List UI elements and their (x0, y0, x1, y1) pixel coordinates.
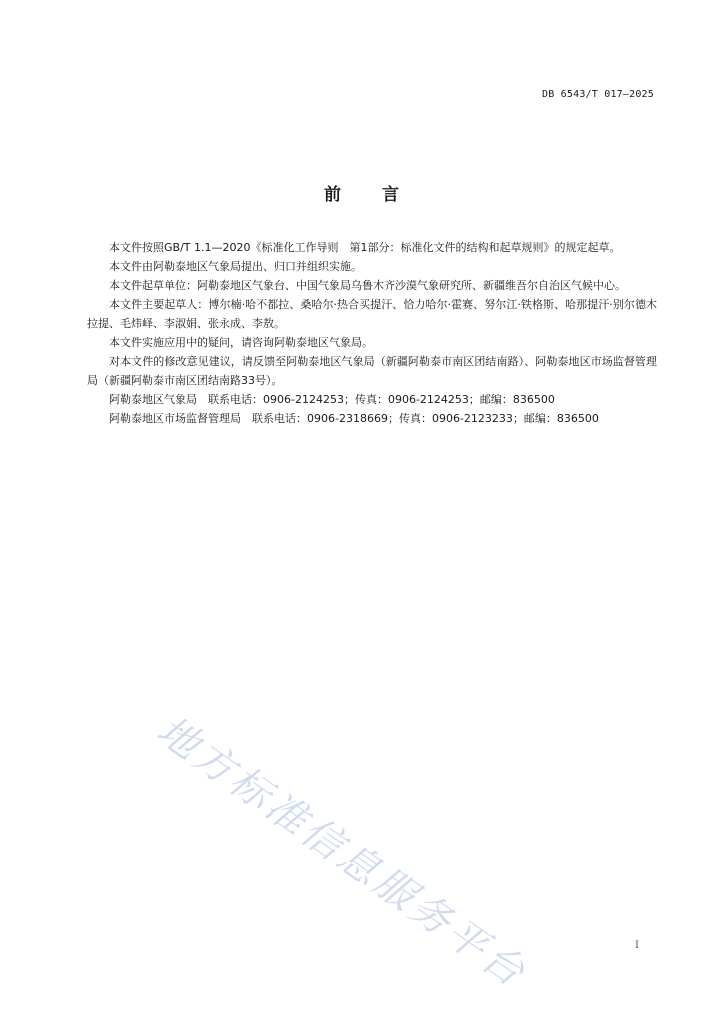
contact-line: 阿勒泰地区市场监督管理局 联系电话：0906-2318669；传真：0906-2123233；邮编：836500 (109, 412, 599, 425)
document-code: DB 6543/T 017—2025 (542, 89, 654, 100)
title-char-2: 言 (382, 185, 400, 205)
paragraph: 对本文件的修改意见建议，请反馈至阿勒泰地区气象局（新疆阿勒泰市南区团结南路）、阿勒泰地区市场监督管理局（新疆阿勒泰市南区团结南路33号）。 (87, 355, 657, 387)
title-char-1: 前 (324, 185, 342, 205)
paragraph: 本文件由阿勒泰地区气象局提出、归口并组织实施。 (109, 260, 362, 273)
paragraph: 本文件实施应用中的疑问，请咨询阿勒泰地区气象局。 (109, 336, 373, 349)
watermark: 地方标准信息服务平台 (148, 707, 536, 998)
paragraph: 本文件起草单位：阿勒泰地区气象台、中国气象局乌鲁木齐沙漠气象研究所、新疆维吾尔自治区气候中心。 (109, 279, 626, 292)
paragraph: 本文件按照GB/T 1.1—2020《标准化工作导则 第1部分：标准化文件的结构和起草规则》的规定起草。 (109, 241, 621, 254)
page-number: I (635, 940, 639, 951)
foreword-body (87, 238, 657, 428)
page-title (0, 180, 724, 205)
contact-line: 阿勒泰地区气象局 联系电话：0906-2124253；传真：0906-2124253；邮编：836500 (109, 393, 555, 406)
paragraph: 本文件主要起草人：博尔楠·哈不都拉、桑哈尔·热合买提汗、恰力哈尔·霍赛、努尔江·铁格斯、哈那提汗·别尔德木拉提、毛炜峄、李淑娟、张永成、李敖。 (87, 298, 657, 330)
